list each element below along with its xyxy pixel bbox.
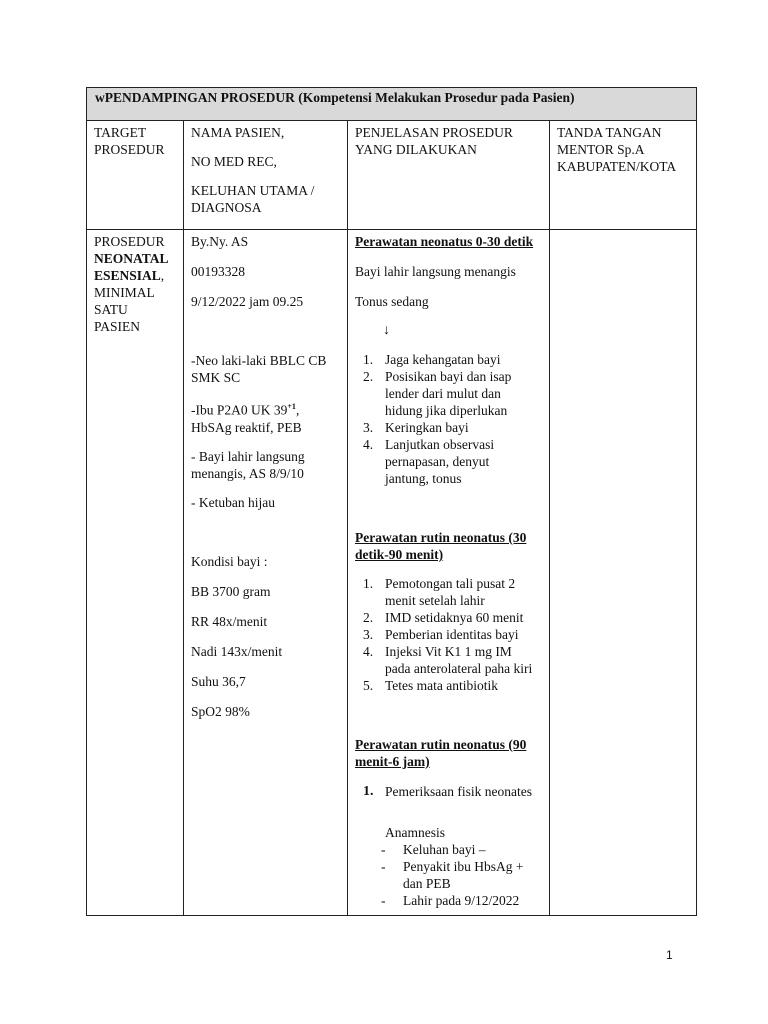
- medical-record-number: 00193328: [191, 264, 245, 279]
- vital-spo2: SpO2 98%: [191, 703, 250, 719]
- diagnosis-line: -Neo laki-laki BBLC CB: [191, 353, 327, 368]
- section-title: Perawatan rutin neonatus (90 menit-6 jam): [355, 737, 527, 769]
- list-item: 4. Injeksi Vit K1 1 mg IM pada anterolateral paha kiri: [363, 644, 533, 676]
- target-text: PROSEDUR: [94, 234, 165, 249]
- list-item: 1. Pemotongan tali pusat 2 menit setelah lahir: [363, 576, 516, 608]
- header-target-procedure: [87, 121, 184, 230]
- target-text: ,: [160, 268, 165, 283]
- procedure-table: [86, 87, 697, 916]
- diagnosis-line: - Ketuban hijau: [191, 494, 275, 510]
- target-text: MINIMAL: [94, 285, 155, 300]
- header-text: NO MED REC,: [191, 154, 277, 169]
- diagnosis-line: menangis, AS 8/9/10: [191, 465, 304, 481]
- vital-rr: RR 48x/menit: [191, 613, 268, 629]
- header-mentor-signature: [550, 121, 697, 230]
- procedure-text: Tonus sedang: [355, 294, 429, 309]
- list-item: 3. Pemberian identitas bayi: [363, 627, 519, 642]
- down-arrow-icon: ↓: [383, 323, 390, 338]
- patient-info-cell: [184, 230, 348, 916]
- section-1-list: [355, 351, 543, 487]
- header-text: TANDA TANGAN: [557, 125, 662, 140]
- patient-name: By.Ny. AS: [191, 234, 249, 249]
- vital-bb: BB 3700 gram: [191, 583, 271, 599]
- procedure-text: Bayi lahir langsung menangis: [355, 264, 516, 279]
- procedure-explanation-cell: [348, 230, 550, 916]
- list-item: - Penyakit ibu HbsAg + dan PEB: [381, 859, 524, 891]
- target-text: NEONATAL: [94, 251, 169, 266]
- header-text: PENJELASAN PROSEDUR: [355, 125, 513, 140]
- header-text: KABUPATEN/KOTA: [557, 159, 677, 174]
- header-text: NAMA PASIEN,: [191, 125, 285, 140]
- header-procedure-explanation: [348, 121, 550, 230]
- anamnesis-label: Anamnesis: [385, 825, 445, 840]
- page-number: 1: [666, 948, 673, 962]
- diagnosis-line: HbSAg reaktif, PEB: [191, 419, 302, 435]
- list-item: 4. Lanjutkan observasi pernapasan, denyut jantung, tonus: [363, 437, 495, 486]
- header-patient-info: [184, 121, 348, 230]
- list-item: 1. Pemeriksaan fisik neonates: [363, 784, 532, 799]
- diagnosis-line: -Ibu P2A0 UK 39: [191, 402, 288, 418]
- section-title: Perawatan rutin neonatus (30 detik-90 menit): [355, 530, 527, 562]
- target-text: PASIEN: [94, 319, 141, 334]
- mentor-signature-cell: [550, 230, 697, 916]
- diagnosis-line: SMK SC: [191, 370, 241, 385]
- header-text: MENTOR Sp.A: [557, 142, 645, 157]
- list-item: - Lahir pada 9/12/2022: [381, 893, 520, 908]
- anamnesis-list: [355, 841, 543, 909]
- header-text: KELUHAN UTAMA /: [191, 183, 315, 198]
- target-text: ESENSIAL: [94, 268, 161, 283]
- list-item: 1. Jaga kehangatan bayi: [363, 352, 501, 367]
- table-title-rest: (Kompetensi Melakukan Prosedur pada Pasien): [294, 90, 575, 105]
- list-item: 5. Tetes mata antibiotik: [363, 678, 499, 693]
- section-title: Perawatan neonatus 0-30 detik: [355, 234, 534, 249]
- list-item: 3. Keringkan bayi: [363, 420, 469, 435]
- section-2-list: [355, 575, 543, 694]
- list-item: - Keluhan bayi –: [381, 842, 486, 857]
- diagnosis-line: - Bayi lahir langsung: [191, 448, 305, 464]
- target-text: SATU: [94, 302, 128, 317]
- vital-nadi: Nadi 143x/menit: [191, 643, 283, 659]
- list-item: 2. Posisikan bayi dan isap lender dari mulut dan hidung jika diperlukan: [363, 369, 512, 418]
- section-3-list: [355, 783, 543, 800]
- header-text: DIAGNOSA: [191, 200, 262, 215]
- table-title-bold: wPENDAMPINGAN PROSEDUR: [95, 90, 295, 105]
- header-text: YANG DILAKUKAN: [355, 142, 477, 157]
- table-title: [87, 88, 697, 121]
- condition-title: Kondisi bayi :: [191, 553, 268, 569]
- header-text: TARGET: [94, 125, 147, 140]
- gestational-age-sup: +1: [287, 402, 296, 411]
- diagnosis-line: ,: [295, 402, 300, 418]
- birth-datetime: 9/12/2022 jam 09.25: [191, 294, 304, 309]
- vital-suhu: Suhu 36,7: [191, 673, 246, 689]
- header-text: PROSEDUR: [94, 142, 165, 157]
- list-item: 2. IMD setidaknya 60 menit: [363, 610, 524, 625]
- target-procedure-cell: [87, 230, 184, 916]
